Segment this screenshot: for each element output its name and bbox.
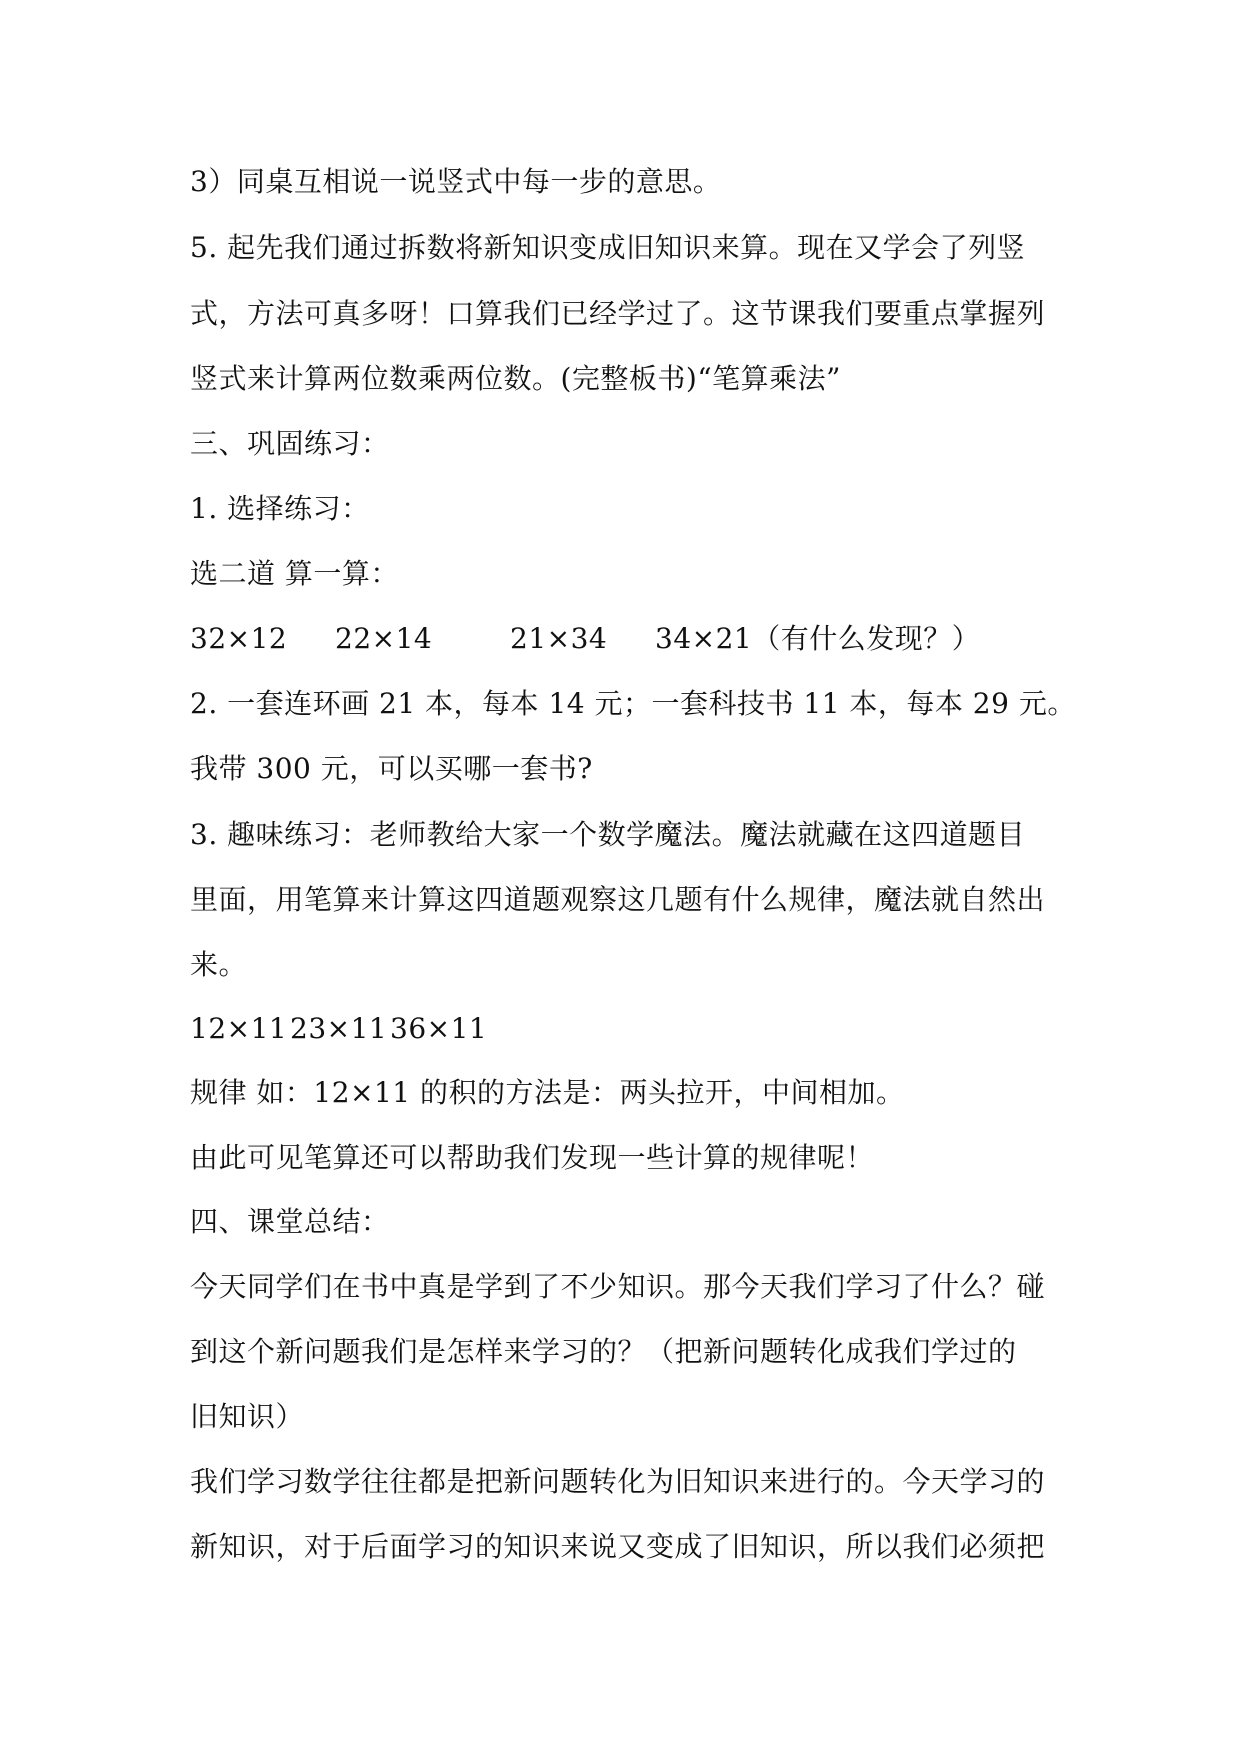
section-heading: 三、巩固练习： bbox=[190, 427, 390, 460]
exercise-item: 36×11 bbox=[390, 1012, 488, 1045]
exercise-item: 34×21（有什么发现？） bbox=[655, 622, 981, 655]
text-line: 由此可见笔算还可以帮助我们发现一些计算的规律呢！ bbox=[190, 1141, 875, 1174]
text-line: 我们学习数学往往都是把新问题转化为旧知识来进行的。今天学习的 bbox=[190, 1465, 1046, 1498]
section-heading: 四、课堂总结： bbox=[190, 1205, 390, 1238]
text-line: 1. 选择练习： bbox=[190, 492, 370, 525]
text-line: 旧知识） bbox=[190, 1400, 305, 1433]
exercise-item: 21×34 bbox=[510, 622, 608, 655]
exercise-item: 23×11 bbox=[290, 1012, 388, 1045]
text-line: 今天同学们在书中真是学到了不少知识。那今天我们学习了什么？碰 bbox=[190, 1270, 1046, 1303]
text-line: 5. 起先我们通过拆数将新知识变成旧知识来算。现在又学会了列竖 bbox=[190, 231, 1026, 264]
exercise-item: 32×12 bbox=[190, 622, 288, 655]
text-line: 竖式来计算两位数乘两位数。(完整板书)“笔算乘法” bbox=[190, 362, 841, 395]
text-line: 我带 300 元，可以买哪一套书? bbox=[190, 752, 593, 785]
exercise-row bbox=[190, 1009, 1070, 1049]
text-line: 来。 bbox=[190, 948, 248, 981]
text-line: 里面，用笔算来计算这四道题观察这几题有什么规律，魔法就自然出 bbox=[190, 883, 1046, 916]
text-line: 规律 如：12×11 的积的方法是：两头拉开，中间相加。 bbox=[190, 1076, 905, 1109]
exercise-row bbox=[190, 619, 1070, 659]
exercise-item: 12×11 bbox=[190, 1012, 288, 1045]
text-line: 3）同桌互相说一说竖式中每一步的意思。 bbox=[190, 165, 722, 198]
text-line: 到这个新问题我们是怎样来学习的？（把新问题转化成我们学过的 bbox=[190, 1335, 1017, 1368]
text-line: 式，方法可真多呀！口算我们已经学过了。这节课我们要重点掌握列 bbox=[190, 297, 1046, 330]
text-line: 3. 趣味练习：老师教给大家一个数学魔法。魔法就藏在这四道题目 bbox=[190, 818, 1026, 851]
text-line: 新知识，对于后面学习的知识来说又变成了旧知识，所以我们必须把 bbox=[190, 1530, 1046, 1563]
exercise-item: 22×14 bbox=[335, 622, 433, 655]
text-line: 选二道 算一算： bbox=[190, 557, 399, 590]
text-line: 2. 一套连环画 21 本，每本 14 元；一套科技书 11 本，每本 29 元。 bbox=[190, 687, 1076, 720]
